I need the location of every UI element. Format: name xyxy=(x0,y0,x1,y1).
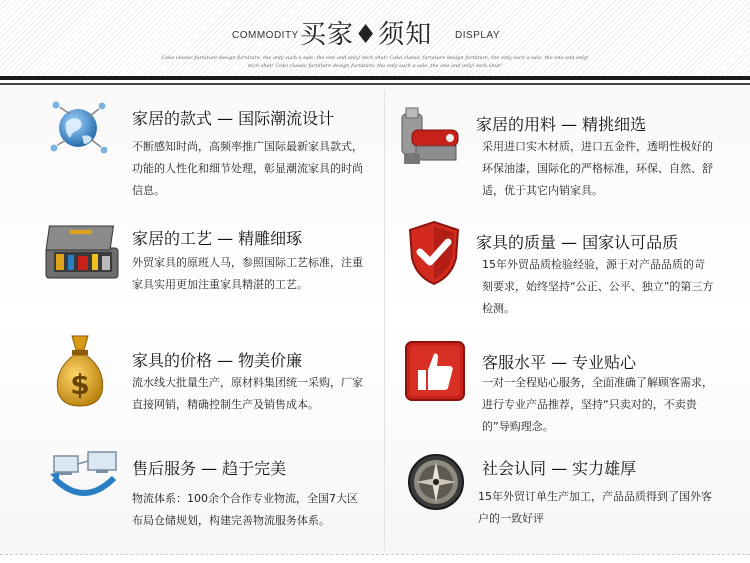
feature-title: 家居的款式 — 国际潮流设计 xyxy=(132,109,335,128)
column-divider xyxy=(384,90,385,550)
decorative-script-text: Coko classic furniture design furniture, the only such a sale, the one and only! tech shut! Coko classic furniture design furniture, the only such a sale, the one and only! tech shut! Coko classic furniture design furniture, the only such a sale, the one and only! tech shut! xyxy=(161,55,589,69)
feature-title: 家具的质量 — 国家认可品质 xyxy=(476,233,679,252)
feature-title: 社会认同 — 实力雄厚 xyxy=(482,459,637,478)
commodity-label: COMMODITY xyxy=(232,30,299,41)
feature-description: 一对一全程贴心服务，全面准确了解顾客需求，进行专业产品推荐，坚持“只卖对的，不卖贵的”导购理念。 xyxy=(482,376,713,433)
thumbs-up-icon xyxy=(404,340,466,402)
feature-description: 流水线大批量生产，原材料集团统一采购，厂家直接网销，精确控制生产及销售成本。 xyxy=(132,376,363,411)
feature-title: 家具的价格 — 物美价廉 xyxy=(132,351,303,370)
globe-network-icon xyxy=(46,96,110,160)
nail-gun-icon xyxy=(396,100,468,172)
feature-description: 不断感知时尚，高频率推广国际最新家具款式，功能的人性化和细节处理，彰显潮流家具的时尚信息。 xyxy=(132,140,363,197)
feature-description: 物流体系：100余个合作专业物流，全国7大区布局仓储规划，构建完善物流服务体系。 xyxy=(132,492,358,527)
feature-description: 15年外贸订单生产加工，产品品质得到了国外客户的一致好评 xyxy=(478,490,712,525)
feature-description: 采用进口实木材质，进口五金件，透明性极好的环保油漆，国际化的严格标准，环保、自然、舒适，优于其它内销家具。 xyxy=(482,140,713,197)
display-label: DISPLAY xyxy=(455,30,500,41)
compass-icon xyxy=(406,452,466,512)
svg-text:$: $ xyxy=(70,368,90,401)
feature-title: 售后服务 — 趋于完美 xyxy=(132,459,287,478)
toolbox-icon xyxy=(42,222,122,286)
computer-network-icon xyxy=(46,448,122,504)
money-bag-icon xyxy=(52,330,108,410)
feature-description: 外贸家具的原班人马，参照国际工艺标准，注重家具实用更加注重家具精湛的工艺。 xyxy=(132,256,363,291)
header-divider-thick xyxy=(0,76,750,80)
header-banner xyxy=(0,0,750,80)
feature-description: 15年外贸品质检验经验，源于对产品品质的苛刻要求，始终坚持“公正、公平、独立”的第三方检测。 xyxy=(482,258,714,315)
feature-title: 客服水平 — 专业贴心 xyxy=(482,353,637,372)
feature-title: 家居的工艺 — 精雕细琢 xyxy=(132,229,303,248)
feature-title: 家居的用料 — 精挑细选 xyxy=(476,115,647,134)
page-title: 买家♦须知 xyxy=(300,20,433,50)
header-divider-thin xyxy=(0,83,750,85)
shield-check-icon xyxy=(404,218,464,288)
